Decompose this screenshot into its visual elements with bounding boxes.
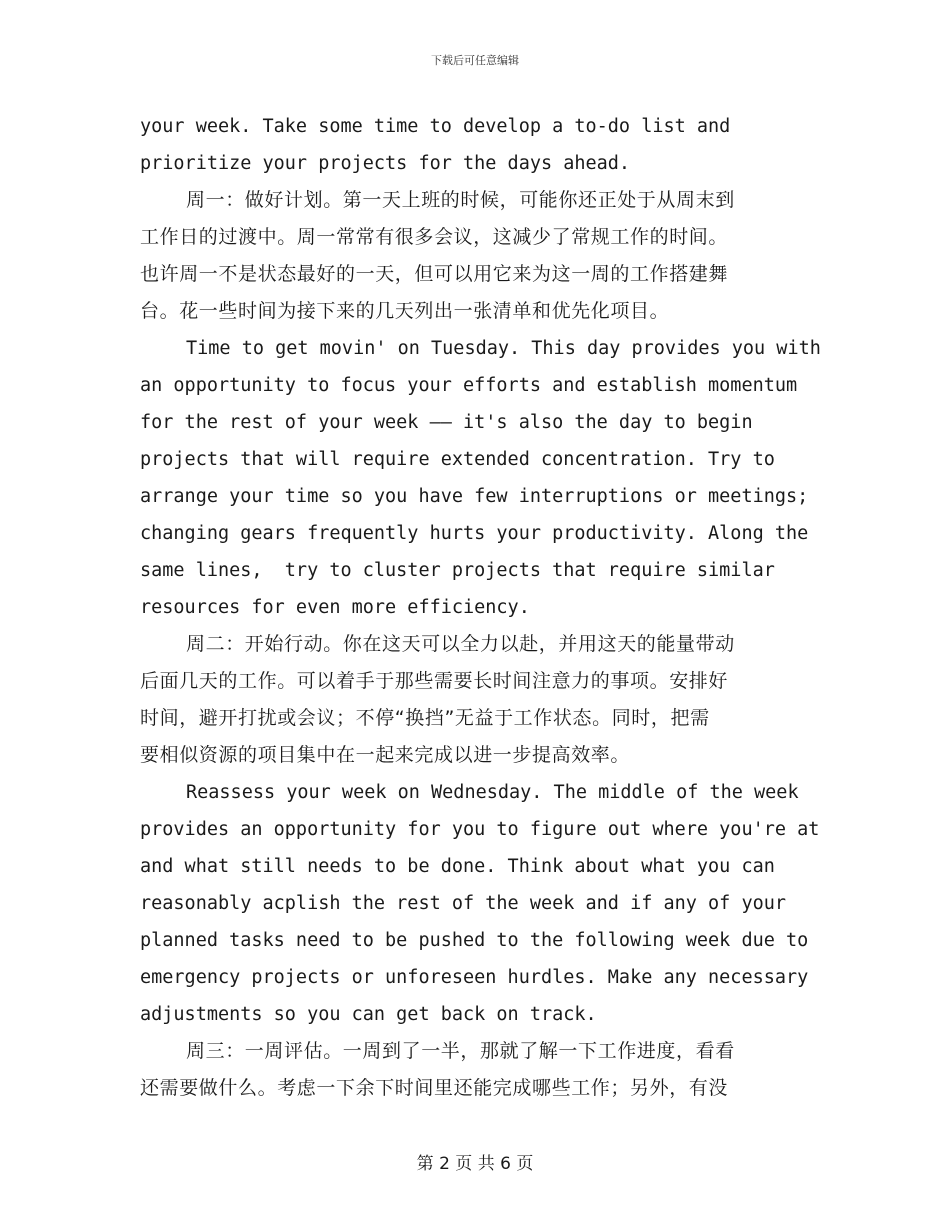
text-line: an opportunity to focus your efforts and establish momentum bbox=[140, 375, 798, 396]
page-number: 第 2 页 共 6 页 bbox=[416, 1154, 534, 1174]
text-line: for the rest of your week —— it's also the day to begin bbox=[140, 412, 753, 433]
text-line: prioritize your projects for the days ahead. bbox=[140, 153, 631, 174]
paragraph bbox=[140, 108, 820, 182]
text-line: 也许周一不是状态最好的一天，但可以用它来为这一周的工作搭建舞 bbox=[140, 263, 729, 285]
text-line: arrange your time so you have few interruptions or meetings; bbox=[140, 486, 809, 507]
text-line: your week. Take some time to develop a to-do list and bbox=[140, 116, 731, 137]
text-line: 周三：一周评估。一周到了一半，那就了解一下工作进度，看看 bbox=[186, 1040, 735, 1062]
text-line: 还需要做什么。考虑一下余下时间里还能完成哪些工作；另外，有没 bbox=[140, 1077, 729, 1099]
paragraph bbox=[140, 182, 820, 330]
text-line: 台。花一些时间为接下来的几天列出一张清单和优先化项目。 bbox=[140, 300, 670, 322]
document-body bbox=[140, 108, 820, 1107]
text-line: reasonably acplish the rest of the week and if any of your bbox=[140, 893, 787, 914]
text-line: Time to get movin' on Tuesday. This day provides you with bbox=[186, 338, 821, 359]
text-line: planned tasks need to be pushed to the following week due to bbox=[140, 930, 809, 951]
text-line: 要相似资源的项目集中在一起来完成以进一步提高效率。 bbox=[140, 744, 631, 766]
text-line: 周二：开始行动。你在这天可以全力以赴，并用这天的能量带动 bbox=[186, 633, 735, 655]
page-header-note: 下载后可任意编辑 bbox=[431, 54, 519, 67]
text-line: emergency projects or unforeseen hurdles. Make any necessary bbox=[140, 967, 809, 988]
paragraph bbox=[140, 1033, 820, 1107]
paragraph bbox=[140, 626, 820, 774]
text-line: 时间，避开打扰或会议；不停“换挡”无益于工作状态。同时，把需 bbox=[140, 707, 710, 729]
text-line: 工作日的过渡中。周一常常有很多会议，这减少了常规工作的时间。 bbox=[140, 226, 729, 248]
text-line: Reassess your week on Wednesday. The middle of the week bbox=[186, 782, 799, 803]
text-line: projects that will require extended concentration. Try to bbox=[140, 449, 775, 470]
paragraph bbox=[140, 330, 820, 626]
text-line: same lines, try to cluster projects that require similar bbox=[140, 560, 775, 581]
text-line: resources for even more efficiency. bbox=[140, 597, 530, 618]
text-line: provides an opportunity for you to figure out where you're at bbox=[140, 819, 820, 840]
paragraph bbox=[140, 774, 820, 1033]
text-line: 周一：做好计划。第一天上班的时候，可能你还正处于从周末到 bbox=[186, 189, 735, 211]
text-line: and what still needs to be done. Think about what you can bbox=[140, 856, 775, 877]
text-line: adjustments so you can get back on track. bbox=[140, 1004, 597, 1025]
text-line: 后面几天的工作。可以着手于那些需要长时间注意力的事项。安排好 bbox=[140, 670, 729, 692]
text-line: changing gears frequently hurts your productivity. Along the bbox=[140, 523, 809, 544]
